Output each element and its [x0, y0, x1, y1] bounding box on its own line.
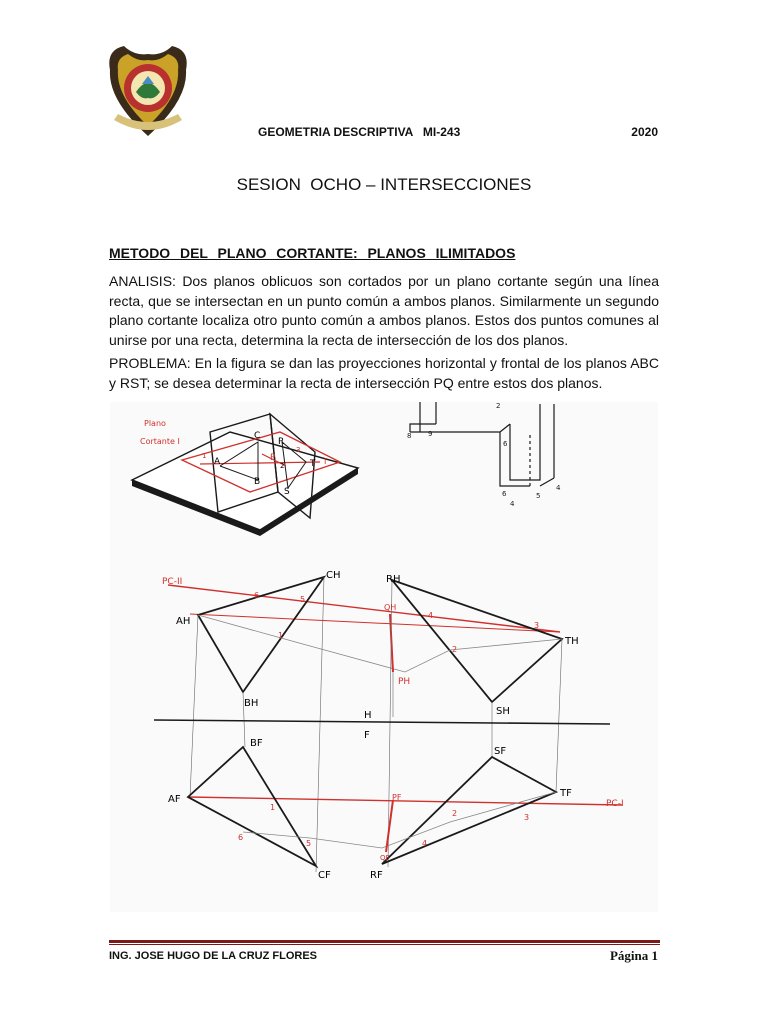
h-num-6: 6: [254, 591, 260, 600]
cf-label: CF: [318, 870, 331, 881]
rf-label: RF: [370, 870, 383, 881]
af-label: AF: [168, 794, 181, 805]
f-num-5: 5: [306, 839, 312, 848]
rh-label: RH: [386, 574, 401, 585]
ph-label: PH: [398, 677, 411, 687]
iso-label-s: S: [284, 487, 290, 497]
problem-paragraph: PROBLEMA: En la figura se dan las proyecciones horizontal y frontal de los planos ABC y RST; se desea determinar la recta de intersección PQ entre estos dos planos.: [109, 355, 659, 391]
iso-label-b: B: [254, 477, 261, 487]
f-num-6: 6: [238, 833, 244, 842]
h-num-4: 4: [428, 611, 434, 620]
h-num-2: 2: [452, 645, 458, 654]
prism-label-6b: 6: [502, 490, 507, 498]
pc1-label: PC-I: [606, 799, 624, 809]
footer-page-number: Página 1: [609, 948, 658, 963]
iso-label-p: P: [270, 453, 276, 463]
sf-label: SF: [494, 746, 507, 757]
h-num-5: 5: [300, 595, 306, 604]
f-num-2: 2: [452, 809, 458, 818]
iso-label-a: A: [214, 457, 221, 467]
footer-rule-thin: [109, 944, 660, 945]
prism-label-6a: 6: [503, 440, 508, 448]
th-label: TH: [565, 636, 579, 647]
ground-label-f: F: [364, 730, 370, 741]
bf-label: BF: [250, 738, 263, 749]
prism-label-5: 5: [536, 492, 541, 500]
ah-label: AH: [176, 616, 191, 627]
ch-label: CH: [326, 570, 341, 581]
prism-label-4: 4: [556, 484, 561, 492]
bh-label: BH: [244, 698, 259, 709]
tf-label: TF: [560, 788, 572, 799]
iso-label-c: C: [254, 431, 261, 441]
iso-label-plano: Plano: [144, 419, 166, 428]
iso-label-3: 3: [296, 446, 301, 454]
iso-label-2: 2: [280, 462, 285, 470]
sh-label: SH: [496, 706, 510, 717]
pc2-label: PC-II: [162, 577, 183, 587]
iso-label-cortante: Cortante I: [140, 437, 180, 446]
ground-label-h: H: [364, 710, 372, 721]
f-num-4: 4: [422, 839, 428, 848]
f-num-1: 1: [270, 803, 276, 812]
iso-label-1: 1: [202, 452, 207, 460]
course-header: GEOMETRIA DESCRIPTIVA MI-243: [258, 125, 461, 139]
f-num-3: 3: [524, 813, 530, 822]
iso-label-roman: I: [324, 457, 327, 466]
intersection-drawing: [110, 402, 658, 912]
prism-label-4b: 4: [510, 500, 515, 508]
page-title: SESION OCHO – INTERSECCIONES: [236, 175, 532, 194]
h-num-3: 3: [534, 621, 540, 630]
prism-label-9: 9: [428, 430, 433, 438]
footer-author: ING. JOSE HUGO DE LA CRUZ FLORES: [109, 950, 317, 962]
iso-label-r: R: [278, 437, 285, 447]
iso-label-t: T: [310, 459, 316, 469]
qf-label: QF: [380, 854, 390, 862]
footer-rule-thick: [109, 940, 660, 943]
year-header: 2020: [631, 125, 658, 139]
h-num-1: 1: [278, 631, 284, 640]
prism-label-8: 8: [407, 432, 412, 440]
prism-label-2: 2: [496, 402, 501, 410]
qh-label: QH: [384, 603, 397, 612]
analysis-paragraph: ANALISIS: Dos planos oblicuos son cortados por un plano cortante según una línea recta, que se intersectan en un punto común a ambos planos. Similarmente un segundo plano cortante localiza otro punto común a ambos planos. Estos dos puntos comunes al unirse por una recta, determina la recta de intersección de los dos planos.: [109, 273, 659, 348]
pf-label: PF: [392, 793, 402, 802]
section-heading: METODO DEL PLANO CORTANTE: PLANOS ILIMITADOS: [109, 245, 516, 261]
university-seal-logo: [104, 40, 192, 140]
